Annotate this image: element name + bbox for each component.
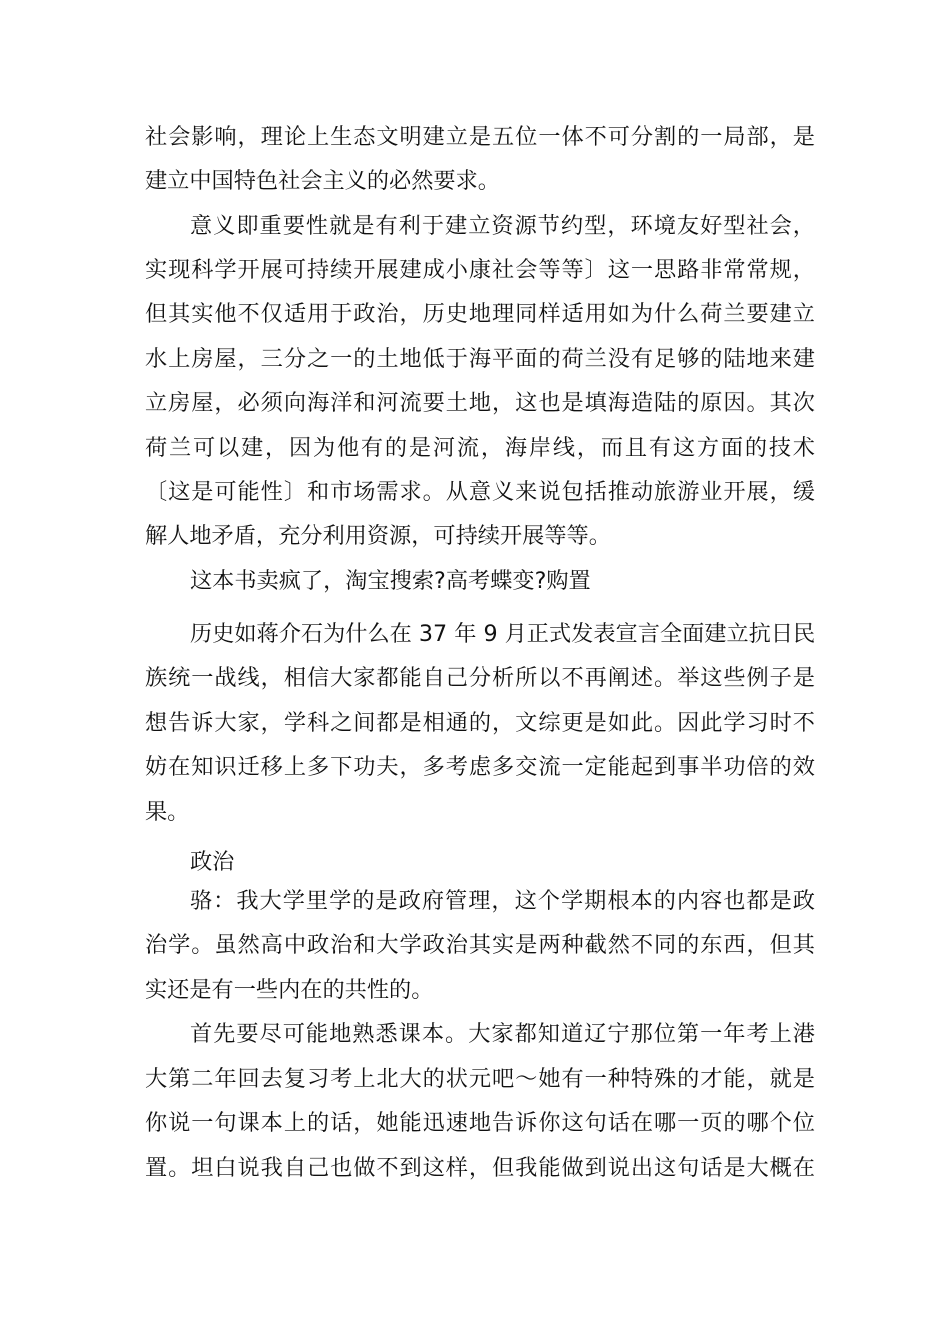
- paragraph-line: 果。: [145, 799, 190, 825]
- paragraph-line: 大第二年回去复习考上北大的状元吧～她有一种特殊的才能，就是: [145, 1066, 815, 1092]
- paragraph-line: 族统一战线，相信大家都能自己分析所以不再阐述。举这些例子是: [145, 665, 815, 691]
- paragraph-line: 解人地矛盾，充分利用资源，可持续开展等等。: [145, 523, 611, 549]
- paragraph-line: 骆：我大学里学的是政府管理，这个学期根本的内容也都是政: [190, 888, 815, 914]
- paragraph-line: 〔这是可能性〕和市场需求。从意义来说包括推动旅游业开展，缓: [145, 479, 815, 505]
- paragraph-line: 荷兰可以建，因为他有的是河流，海岸线，而且有这方面的技术: [145, 435, 815, 461]
- paragraph-line: 实还是有一些内在的共性的。: [145, 977, 434, 1003]
- paragraph-line: 立房屋，必须向海洋和河流要土地，这也是填海造陆的原因。其次: [145, 390, 815, 416]
- paragraph-line: 社会影响，理论上生态文明建立是五位一体不可分割的一局部，是: [145, 124, 815, 150]
- paragraph-line: 治学。虽然高中政治和大学政治其实是两种截然不同的东西，但其: [145, 932, 815, 958]
- paragraph-line: 你说一句课本上的话，她能迅速地告诉你这句话在哪一页的哪个位: [145, 1110, 815, 1136]
- paragraph-line: 实现科学开展可持续开展建成小康社会等等〕这一思路非常常规，: [145, 257, 815, 283]
- paragraph-line: 意义即重要性就是有利于建立资源节约型，环境友好型社会，: [190, 213, 815, 239]
- paragraph-line: 历史如蒋介石为什么在 37 年 9 月正式发表宣言全面建立抗日民: [190, 621, 815, 647]
- paragraph-line: 想告诉大家，学科之间都是相通的，文综更是如此。因此学习时不: [145, 710, 815, 736]
- paragraph-line: 这本书卖疯了，淘宝搜索?高考蝶变?购置: [190, 568, 591, 594]
- paragraph-line: 但其实他不仅适用于政治，历史地理同样适用如为什么荷兰要建立: [145, 301, 815, 327]
- paragraph-line: 置。坦白说我自己也做不到这样，但我能做到说出这句话是大概在: [145, 1155, 815, 1181]
- paragraph-line: 水上房屋，三分之一的土地低于海平面的荷兰没有足够的陆地来建: [145, 346, 815, 372]
- section-heading: 政治: [190, 849, 235, 875]
- paragraph-line: 妨在知识迁移上多下功夫，多考虑多交流一定能起到事半功倍的效: [145, 754, 815, 780]
- paragraph-line: 建立中国特色社会主义的必然要求。: [145, 168, 500, 194]
- paragraph-line: 首先要尽可能地熟悉课本。大家都知道辽宁那位第一年考上港: [190, 1021, 815, 1047]
